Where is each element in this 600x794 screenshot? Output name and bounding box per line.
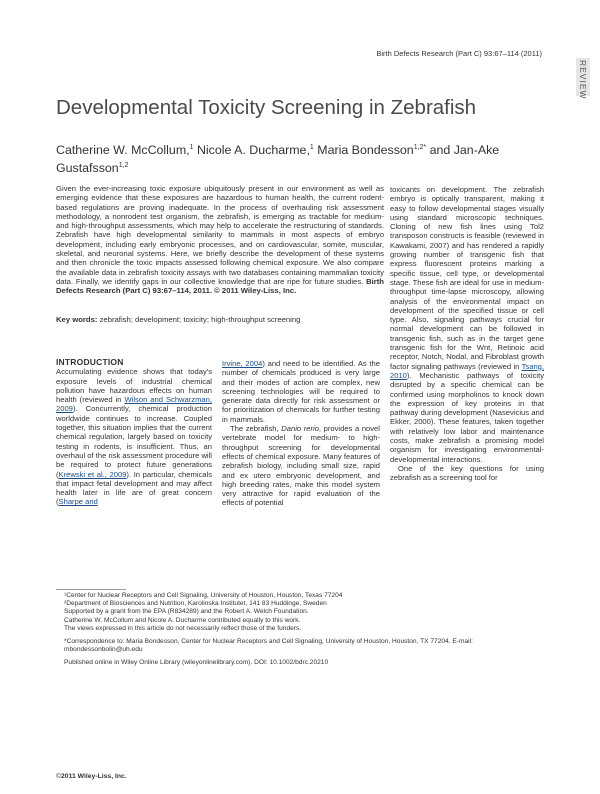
paragraph-text: ). Mechanistic pathways of toxicity disrupted by a specific chemical can be confirmed using morpholinos to knock down the expression of key proteins in that pathway during development (Nasevicius and Ekker, 2000). These features, taken together with relatively low labor and maintenance costs, make zebrafish a promising model organism for investigating environmental-developmental interactions. <box>390 370 544 464</box>
citation-link-irvine[interactable]: Irvine, 2004 <box>222 359 263 368</box>
author-affiliation: 1 <box>189 144 194 151</box>
abstract-text: Given the ever-increasing toxic exposure ubiquitously present in our environment as well as emerging evidence that these exposures are hazardous to human health, the current rodent-based regulations are proving inadequate. In the process of overhauling risk assessment methodology, a nonrodent test organism, the zebrafish, is emerging as tractable for medium- and high-throughput assessments, which may help to accelerate the restructuring of standards. Zebrafish have high developmental similarity to mammals in most aspects of embryo development, including early embryonic processes, and on cardiovascular, somite, muscular, skeletal, and neuronal systems. Here, we briefly describe the development of these systems and then chronicle the toxic impacts assessed following chemical exposure. We also compare the available data in zebrafish toxicity assays with two databases containing mammalian toxicity data. Finally, we identify gaps in our collective knowledge that are ripe for future studies. <box>56 184 384 286</box>
abstract-citation: Birth Defects Research (Part C) 93:67–114, 2011. <box>56 276 384 296</box>
author-name: Catherine W. McCollum, <box>56 143 190 158</box>
article-title: Developmental Toxicity Screening in Zebrafish <box>56 96 477 119</box>
review-side-tab <box>576 58 590 100</box>
author-affiliation: 1,2 <box>118 162 129 170</box>
citation-link-sharpe[interactable]: Sharpe and <box>58 497 98 507</box>
paragraph-text: ) and need to be identified. As the number of chemicals produced is very large and their modes of action are complex, new screening technologies will be required to generate data directly for risk assessment or for prioritization of chemicals for further testing in mammals. <box>222 359 380 424</box>
paragraph-text: ). Concurrently, chemical production worldwide continues to increase. Coupled together, this situation implies that the current chemical regulation, largely based on toxicity testing in rodents, is insufficient. Thus, an overhaul of the risk assessment procedure will be required to protect future generations ( <box>56 404 212 479</box>
footnote-correspondence: *Correspondence to: Maria Bondesson, Center for Nuclear Receptors and Cell Signaling, University of Houston, Houston, TX 77204. E-mail: mbondessonbolin@uh.edu <box>64 638 473 654</box>
footnote-equal-contribution: Catherine W. McCollum and Nicole A. Ducharme contributed equally to this work. <box>64 616 301 624</box>
paragraph <box>222 424 380 508</box>
paragraph-text: ). In particular, chemicals that impact fetal development and may affect health later in life are of great concern ( <box>56 469 212 507</box>
keywords-text: zebrafish; development; toxicity; high-throughput screening <box>99 315 301 324</box>
footnote-divider <box>56 589 126 590</box>
footnotes <box>64 592 544 668</box>
body-column-left <box>56 358 212 507</box>
author-list <box>56 140 536 176</box>
footnote-published-online: Published online in Wiley Online Library (wileyonlinelibrary.com). DOI: 10.1002/bdrc.20210 <box>64 659 329 667</box>
citation-link-tsang[interactable]: Tsang, 2010 <box>390 361 544 380</box>
paragraph-text: The zebrafish, <box>230 424 279 434</box>
paragraph-text: toxicants on development. The zebrafish embryo is optically transparent, making it easy to follow developmental stages visually using standard microscopic techniques. Cloning of new fish lines using Tol2 transposon constructs is feasible (reviewed in Kawakami, 2007) and has rendered a rapidly growing number of transgenic fish that express fluorescent proteins marking a specific tissue, cell type, or developmental stage. These fish are ideal for use in medium-throughput time-lapse microscopy, allowing analysis of the environmental impact on development of the specified tissue or cell type. Also, signaling pathways crucial for normal development can be followed in transgenic fish, such as in the target gene transgenic fish for the Wnt, Retinoic acid receptor, Notch, Nodal, and Fibroblast growth factor signaling pathways (reviewed in <box>390 185 544 371</box>
section-heading-introduction: INTRODUCTION <box>56 357 124 367</box>
paragraph: One of the key questions for using zebrafish as a screening tool for <box>390 463 544 483</box>
journal-reference: Birth Defects Research (Part C) 93:67–114 (2011) <box>376 49 542 58</box>
author-name: and Jan-Ake Gustafsson <box>56 143 500 176</box>
review-label: REVIEW <box>578 60 588 100</box>
copyright-text: 2011 Wiley-Liss, Inc. <box>61 773 127 780</box>
keywords-label: Key words: <box>56 315 98 324</box>
page-copyright <box>56 773 127 780</box>
author-name: Nicole A. Ducharme, <box>196 143 310 158</box>
paragraph-text: Accumulating evidence shows that today's exposure levels of industrial chemical pollution have hazardous effects on human health (reviewed in <box>56 367 212 405</box>
author-name: Maria Bondesson <box>317 143 414 158</box>
footnote-affiliation-2: ²Department of Biosciences and Nutrition, Karolinska Institutet, 141 83 Huddinge, Sweden <box>64 600 327 608</box>
abstract-copyright: © 2011 Wiley-Liss, Inc. <box>214 286 297 296</box>
author-affiliation: 1,2* <box>413 144 427 151</box>
paragraph-text: , provides a novel vertebrate model for medium- to high-throughput screening for developmental effects of chemical exposure. Many features of zebrafish biology, including small size, rapid and ex utero embryonic development, and high breeding rates, make this model system very attractive for rapid evaluation of the effects of potential <box>222 424 380 508</box>
copyright-symbol: © <box>56 773 62 780</box>
keywords <box>56 315 384 324</box>
abstract <box>56 184 384 296</box>
citation-link-wilson[interactable]: Wilson and Schwarzman, 2009 <box>56 395 212 414</box>
footnote-funding: Supported by a grant from the EPA (R834289) and the Robert A. Welch Foundation. <box>64 608 309 616</box>
footnote-disclaimer: The views expressed in this article do not necessarily reflect those of the funders. <box>64 624 302 632</box>
body-column-middle <box>222 359 380 508</box>
citation-link-krewski[interactable]: Krewski et al., 2009 <box>58 469 127 479</box>
species-name: Danio rerio <box>281 424 319 434</box>
footnote-affiliation-1: ¹Center for Nuclear Receptors and Cell Signaling, University of Houston, Houston, Texas 77204 <box>64 592 343 599</box>
author-affiliation: 1 <box>309 144 314 151</box>
body-column-right <box>390 185 544 483</box>
